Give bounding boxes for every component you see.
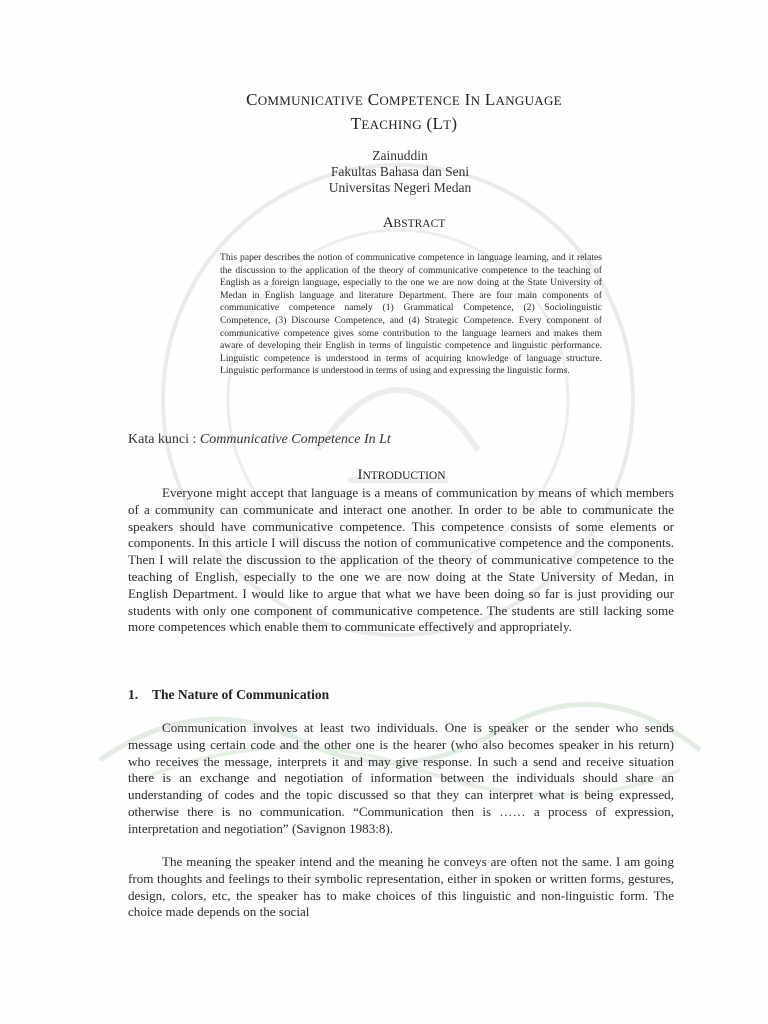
title-line-1: COMMUNICATIVE COMPETENCE IN LANGUAGE [246,90,562,109]
title-line-2: TEACHING (LT) [350,114,458,133]
author-block [0,148,768,196]
section-1-paragraph-2: The meaning the speaker intend and the meaning he conveys are often not the same. I am going from thoughts and feelings to their symbolic representation, either in spoken or written forms, gestures, design, colors, etc, the speaker has to make choices of this linguistic and non-linguistic form. The choice made depends on the social [128,854,674,920]
section-1-paragraph-1: Communication involves at least two individuals. One is speaker or the sender who sends message using certain code and the other one is the hearer (who also becomes speaker in his return) who receives the message, interprets it and may give response. In such a send and receive situation there is an exchange and negotiation of information between the individuals should share an understanding of codes and the topic discussed so that they can interpret what is being expressed, otherwise there is no communication. “Communication then is …… a process of expression, interpretation and negotiation” (Savignon 1983:8). [128,720,674,836]
author-faculty: Fakultas Bahasa dan Seni [330,164,470,179]
abstract-text: This paper describes the notion of communicative competence in language learning, and it relates the discussion to the application of the theory of communicative competence to the teaching of English as a foreign language, especially to the one we are now doing at the State University of Medan in English language and literature Department. There are four main components of communicative competence namely (1) Grammatical Competence, (2) Sociolinguistic Competence, (3) Discourse Competence, and (4) Strategic Competence. Every component of communicative competence gives some contribution to the language learners and makes them aware of developing their English in terms of linguistic competence and linguistic performance. Linguistic competence is understood in terms of acquiring knowledge of language structure. Linguistic performance is understood in terms of using and expressing the linguistic forms. [220,252,602,377]
introduction-heading: INTRODUCTION [357,467,446,483]
keywords-value: Communicative Competence In Lt [199,432,391,447]
abstract-heading: ABSTRACT [382,215,446,231]
paper-title [0,88,768,136]
author-name: Zainuddin [372,148,428,163]
author-university: Universitas Negeri Medan [328,180,472,195]
keywords-line [128,432,391,448]
introduction-paragraph: Everyone might accept that language is a means of communication by means of which members of a community can communicate and interact one another. In order to be able to communicate the speakers should have communicative competence. This competence consists of some elements or components. In this article I will discuss the notion of communicative competence and the components. Then I will relate the discussion to the application of the theory of communicative competence to the teaching of English, especially to the one we are now doing at the State University of Medan, in English Department. I would like to argue that what we have been doing so far is just providing our students with only one component of communicative competence. The students are still lacking some more competences which enable them to communicate effectively and appropriately. [128,485,674,635]
section-1-heading: 1. The Nature of Communication [128,687,330,702]
keywords-label: Kata kunci : [128,432,200,447]
